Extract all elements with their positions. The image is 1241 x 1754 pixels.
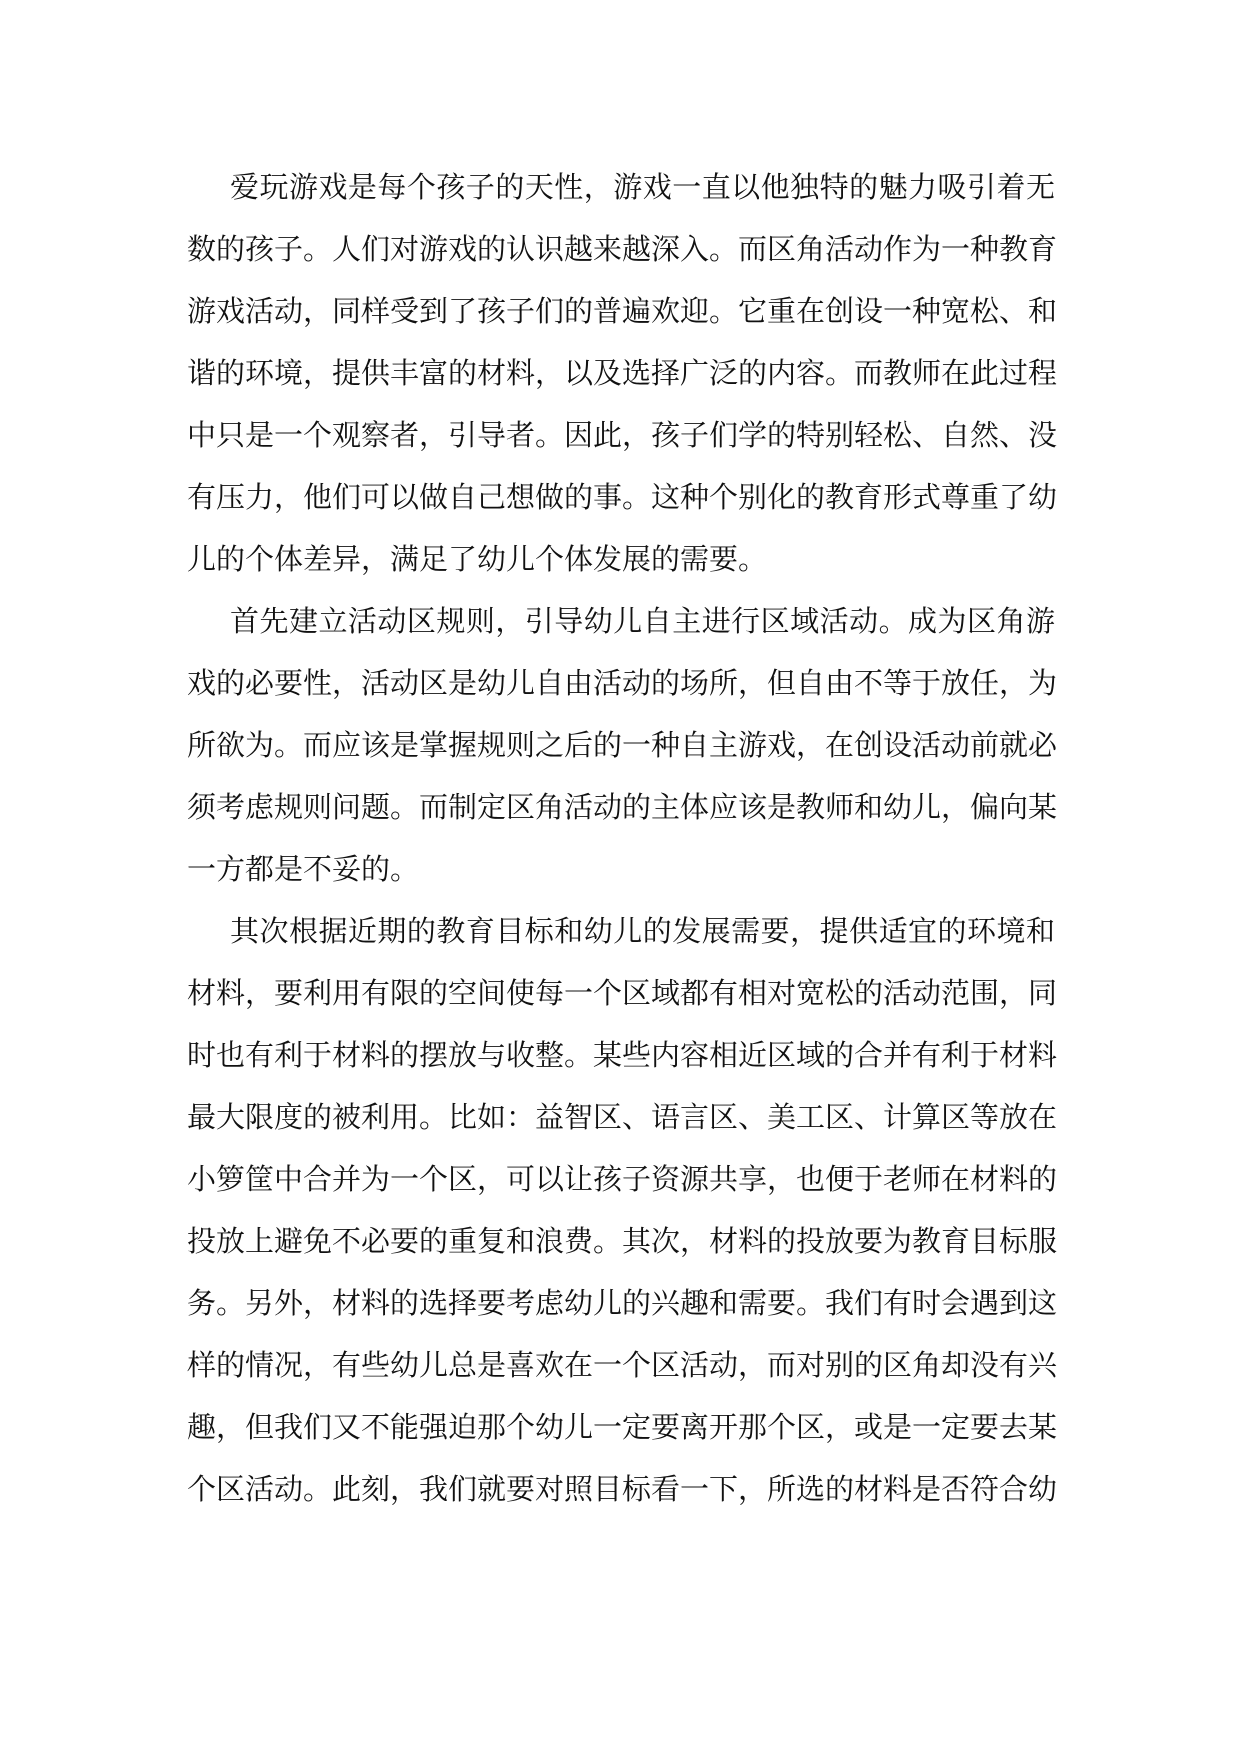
paragraph-3-line-2: 材料，要利用有限的空间使每一个区域都有相对宽松的活动范围，同 (187, 976, 1058, 1010)
paragraph-1-line-1: 爱玩游戏是每个孩子的天性，游戏一直以他独特的魅力吸引着无 (230, 170, 1055, 204)
paragraph-2-line-4: 须考虑规则问题。而制定区角活动的主体应该是教师和幼儿，偏向某 (187, 790, 1058, 824)
paragraph-3-line-4: 最大限度的被利用。比如：益智区、语言区、美工区、计算区等放在 (187, 1100, 1058, 1134)
paragraph-1-line-2: 数的孩子。人们对游戏的认识越来越深入。而区角活动作为一种教育 (187, 232, 1058, 266)
paragraph-3-line-8: 样的情况，有些幼儿总是喜欢在一个区活动，而对别的区角却没有兴 (187, 1348, 1058, 1382)
paragraph-1-line-6: 有压力，他们可以做自己想做的事。这种个别化的教育形式尊重了幼 (187, 480, 1058, 514)
paragraph-1-line-7: 儿的个体差异，满足了幼儿个体发展的需要。 (187, 542, 768, 576)
paragraph-2-line-5: 一方都是不妥的。 (187, 852, 420, 886)
paragraph-3-line-1: 其次根据近期的教育目标和幼儿的发展需要，提供适宜的环境和 (230, 914, 1055, 948)
paragraph-3-line-6: 投放上避免不必要的重复和浪费。其次，材料的投放要为教育目标服 (187, 1224, 1058, 1258)
document-body (187, 156, 1058, 1520)
paragraph-3-line-5: 小箩筐中合并为一个区，可以让孩子资源共享，也便于老师在材料的 (187, 1162, 1058, 1196)
paragraph-3-line-7: 务。另外，材料的选择要考虑幼儿的兴趣和需要。我们有时会遇到这 (187, 1286, 1058, 1320)
paragraph-1-line-5: 中只是一个观察者，引导者。因此，孩子们学的特别轻松、自然、没 (187, 418, 1058, 452)
paragraph-2-line-1: 首先建立活动区规则，引导幼儿自主进行区域活动。成为区角游 (230, 604, 1055, 638)
paragraph-1-line-3: 游戏活动，同样受到了孩子们的普遍欢迎。它重在创设一种宽松、和 (187, 294, 1058, 328)
paragraph-1-line-4: 谐的环境，提供丰富的材料，以及选择广泛的内容。而教师在此过程 (187, 356, 1058, 390)
paragraph-2-line-2: 戏的必要性，活动区是幼儿自由活动的场所，但自由不等于放任，为 (187, 666, 1058, 700)
paragraph-3-line-3: 时也有利于材料的摆放与收整。某些内容相近区域的合并有利于材料 (187, 1038, 1058, 1072)
paragraph-3-line-9: 趣，但我们又不能强迫那个幼儿一定要离开那个区，或是一定要去某 (187, 1410, 1058, 1444)
paragraph-2-line-3: 所欲为。而应该是掌握规则之后的一种自主游戏，在创设活动前就必 (187, 728, 1058, 762)
paragraph-3-line-10: 个区活动。此刻，我们就要对照目标看一下，所选的材料是否符合幼 (187, 1472, 1058, 1506)
